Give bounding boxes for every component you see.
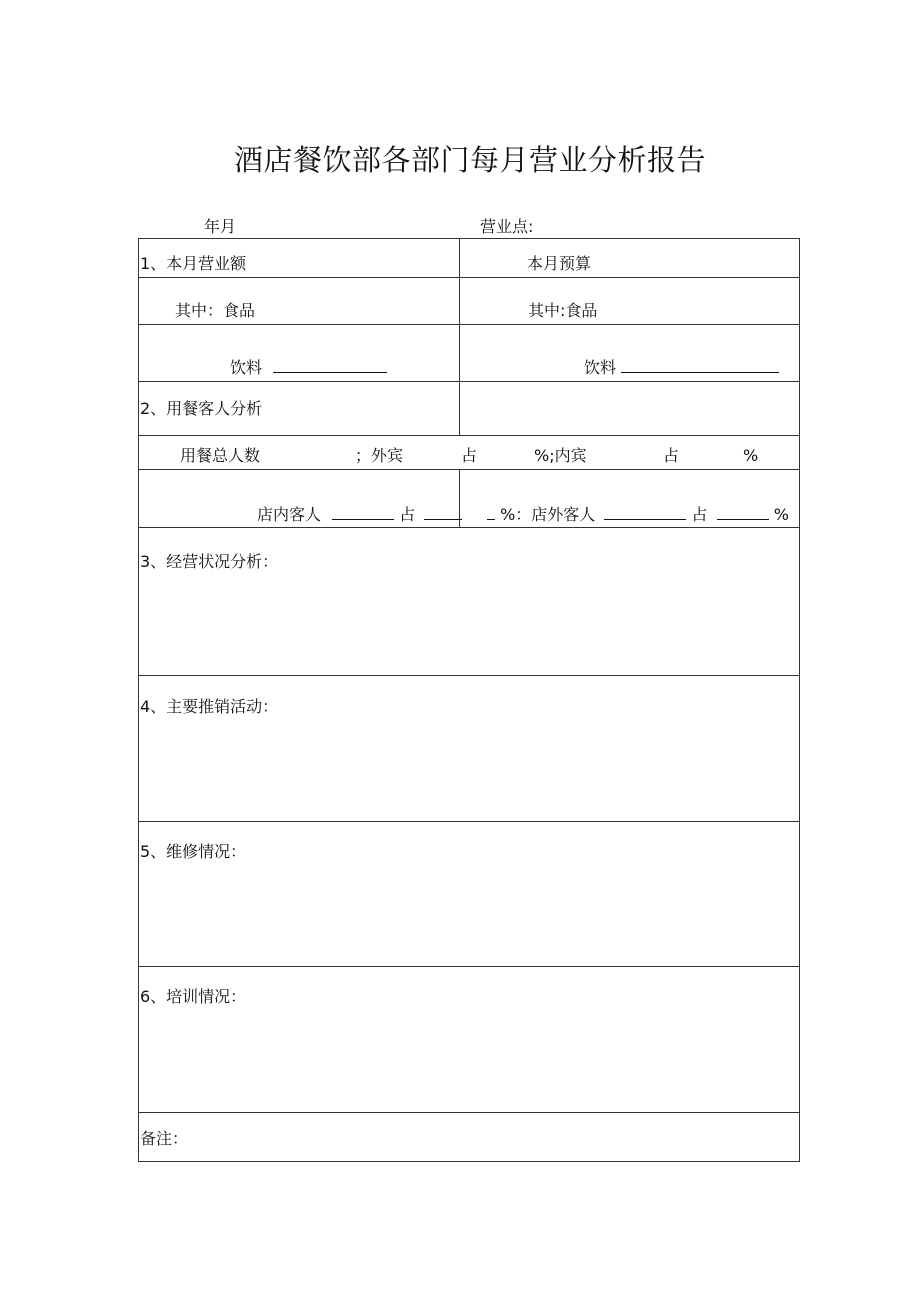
beverage-label: 饮料: [584, 358, 617, 377]
outlet-label: 营业点:: [480, 217, 534, 236]
outside-share-label: 占: [691, 505, 708, 524]
domestic-percent: %: [743, 446, 759, 465]
outside-label: %：店外客人: [500, 505, 596, 524]
row-divider: [139, 324, 799, 325]
report-form: [138, 238, 800, 1162]
row-divider: [139, 966, 799, 967]
business-analysis-label: 3、经营状况分析：: [140, 552, 279, 571]
promotion-label: 4、主要推销活动：: [140, 697, 279, 716]
row-divider: [139, 1112, 799, 1113]
row-divider: [139, 381, 799, 382]
domestic-label: %;内宾: [534, 446, 587, 465]
beverage-label: 饮料: [230, 358, 263, 377]
row-divider: [139, 675, 799, 676]
beverage-blank[interactable]: [273, 358, 387, 373]
in-house-share-blank[interactable]: [424, 505, 462, 520]
outside-count-blank[interactable]: [604, 505, 686, 520]
row-divider: [139, 821, 799, 822]
maintenance-label: 5、维修情况：: [140, 842, 247, 861]
in-house-count-blank[interactable]: [332, 505, 394, 520]
outside-share-blank[interactable]: [717, 505, 769, 520]
row-divider: [139, 527, 799, 528]
beverage-budget-blank[interactable]: [621, 358, 779, 373]
year-month-label: 年月: [204, 217, 237, 236]
guest-analysis-label: 2、用餐客人分析: [140, 399, 263, 418]
row-divider: [139, 435, 799, 436]
training-label: 6、培训情况：: [140, 987, 247, 1006]
food-label-right: 其中:食品: [528, 301, 598, 320]
in-house-share-label: 占: [399, 505, 416, 524]
total-guests-label: 用餐总人数: [180, 446, 261, 465]
revenue-label: 1、本月营业额: [140, 254, 247, 273]
row-divider: [139, 469, 799, 470]
beverage-field-right: [584, 358, 779, 378]
in-house-percent-blank[interactable]: [487, 505, 495, 520]
row-divider: [139, 277, 799, 278]
in-house-field: [257, 505, 462, 525]
document-title: 酒店餐饮部各部门每月营业分析报告: [233, 143, 706, 177]
in-house-label: 店内客人: [257, 505, 322, 524]
remarks-label: 备注：: [140, 1129, 189, 1148]
foreign-share-label: 占: [461, 446, 478, 465]
outside-percent: %: [773, 505, 789, 524]
budget-label: 本月预算: [527, 254, 592, 273]
outside-field: [487, 505, 789, 525]
column-divider: [459, 239, 460, 435]
food-label-left: 其中：食品: [175, 301, 256, 320]
domestic-share-label: 占: [663, 446, 680, 465]
foreign-label: ；外宾: [355, 446, 404, 465]
beverage-field-left: [230, 358, 387, 378]
